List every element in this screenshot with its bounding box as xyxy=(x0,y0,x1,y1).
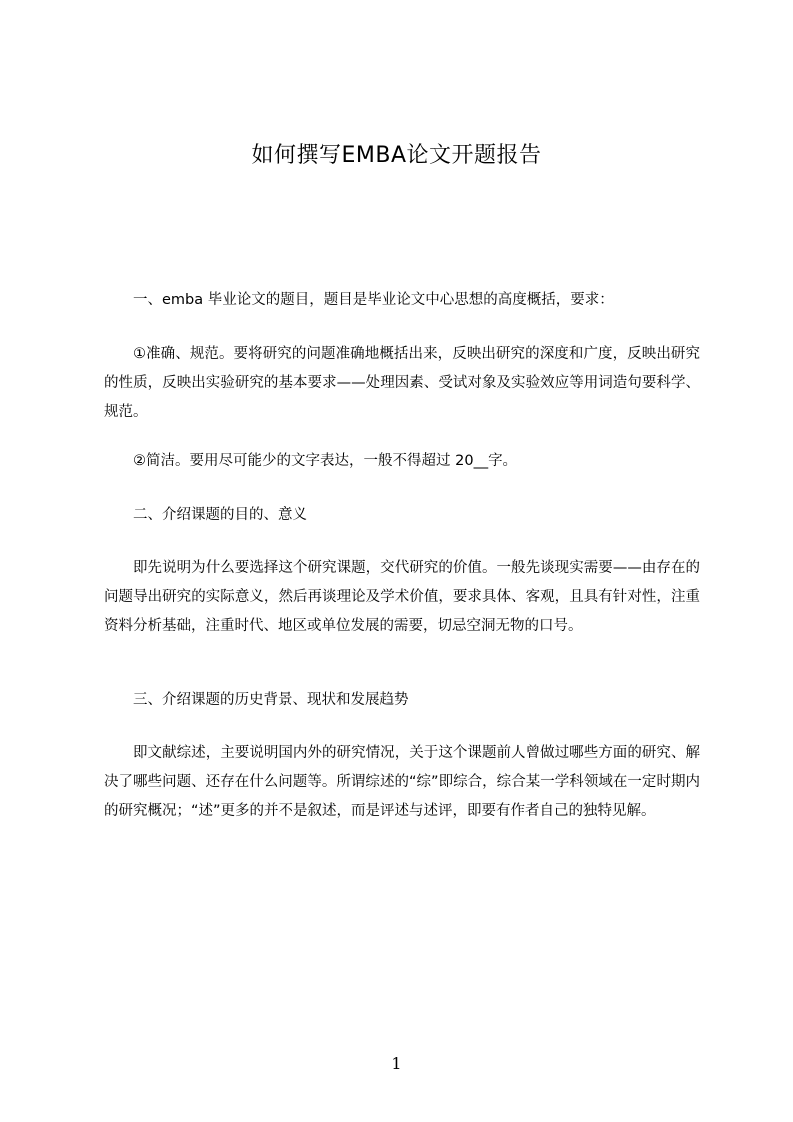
section-heading-background: 三、介绍课题的历史背景、现状和发展趋势 xyxy=(133,692,409,708)
paragraph-accuracy: ①准确、规范。要将研究的问题准确地概括出来，反映出研究的深度和广度，反映出研究的性质，反映出实验研究的基本要求——处理因素、受试对象及实验效应等用词造句要科学、规范。 xyxy=(104,346,700,420)
page-number: 1 xyxy=(391,1054,402,1073)
conciseness-suffix: 字。 xyxy=(488,453,518,469)
conciseness-blank: __ xyxy=(473,453,489,469)
section-heading-title-requirements: 一、emba 毕业论文的题目，题目是毕业论文中心思想的高度概括，要求： xyxy=(133,292,614,308)
paragraph-conciseness xyxy=(104,447,700,476)
paragraph-purpose: 即先说明为什么要选择这个研究课题，交代研究的价值。一般先谈现实需要——由存在的问题导出研究的实际意义，然后再谈理论及学术价值，要求具体、客观，且具有针对性，注重资料分析基础，注重时代、地区或单位发展的需要，切忌空洞无物的口号。 xyxy=(104,560,700,634)
paragraph-background: 即文献综述，主要说明国内外的研究情况，关于这个课题前人曾做过哪些方面的研究、解决了哪些问题、还存在什么问题等。所谓综述的“综”即综合，综合某一学科领域在一定时期内的研究概况；“述”更多的并不是叙述，而是评述与述评，即要有作者自己的独特见解。 xyxy=(104,745,700,819)
section-heading-purpose: 二、介绍课题的目的、意义 xyxy=(133,507,307,523)
document-title: 如何撰写EMBA论文开题报告 xyxy=(251,143,542,168)
conciseness-text: ②简洁。要用尽可能少的文字表达，一般不得超过 20 xyxy=(133,453,474,469)
